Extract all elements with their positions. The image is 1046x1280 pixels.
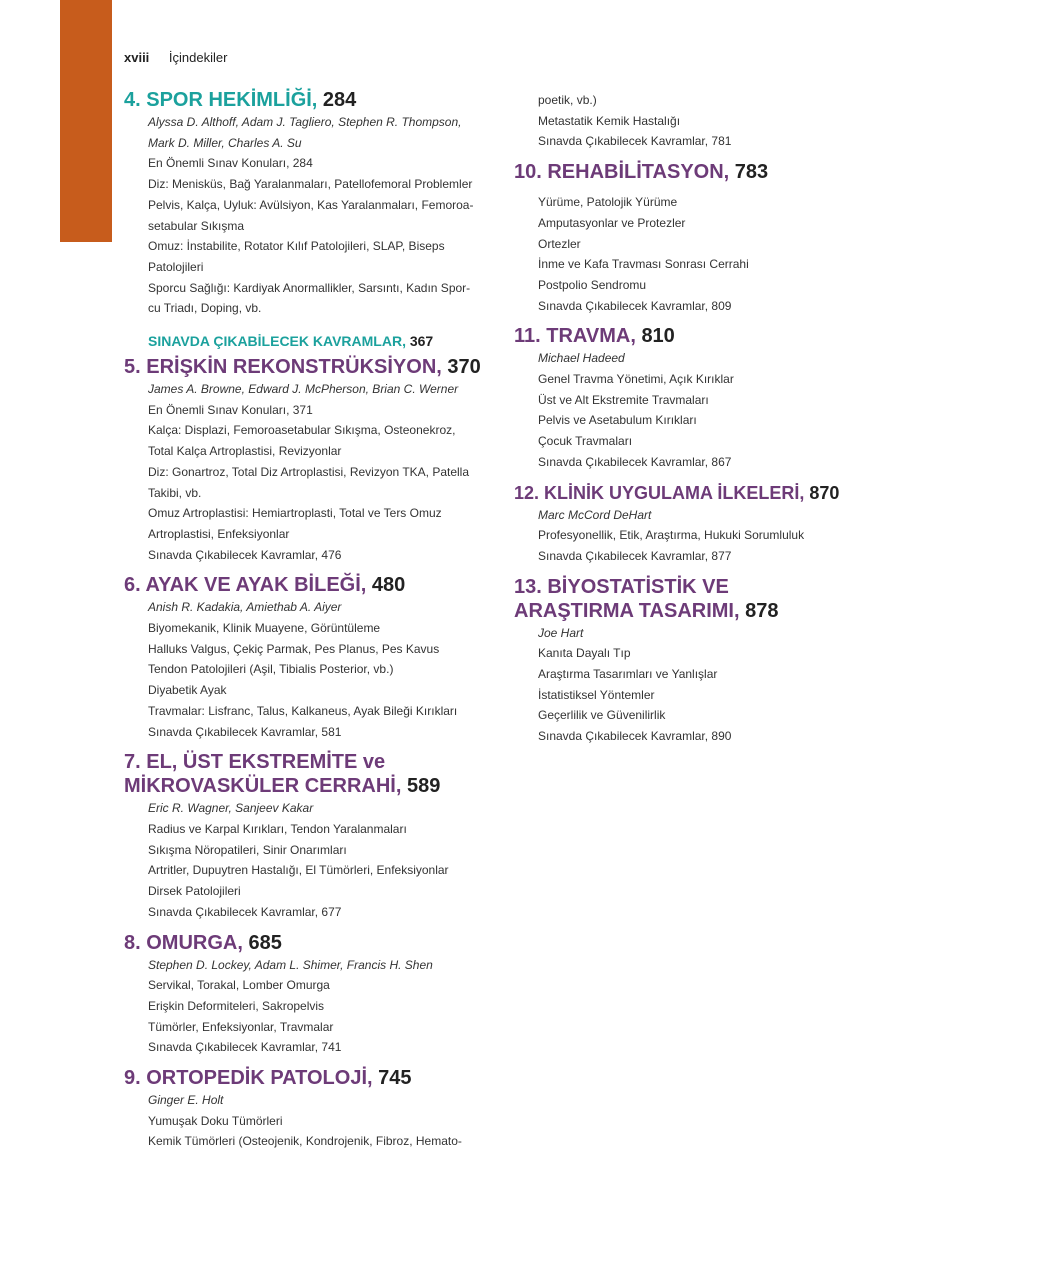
toc-topic[interactable]: Omuz Artroplastisi: Hemiartroplasti, Total ve Ters Omuz [148,506,442,521]
toc-topic[interactable]: Diz: Menisküs, Bağ Yaralanmaları, Patellofemoral Problemler [148,177,473,192]
special-section-page: 367 [409,333,434,350]
special-section-title: SINAVDA ÇIKABİLECEK KAVRAMLAR, [148,333,406,350]
toc-topic[interactable]: Halluks Valgus, Çekiç Parmak, Pes Planus, Pes Kavus [148,641,440,656]
chapter-13-authors: Joe Hart [538,625,584,640]
chapter-12-page: 870 [809,482,840,503]
toc-topic[interactable]: Geçerlilik ve Güvenilirlik [538,708,666,723]
chapter-6 [124,573,504,742]
toc-topic[interactable]: Genel Travma Yönetimi, Açık Kırıklar [538,372,734,387]
toc-topic[interactable]: Sınavda Çıkabilecek Kavramlar, 581 [148,724,342,739]
toc-topic[interactable]: Profesyonellik, Etik, Araştırma, Hukuki Sorumluluk [538,528,805,543]
toc-topic[interactable]: Postpolio Sendromu [538,277,647,292]
chapter-13-title-line-2: ARAŞTIRMA TASARIMI, [514,599,740,622]
chapter-13-title-line-1: 13. BİYOSTATİSTİK VE [514,575,729,598]
toc-topic[interactable]: Artritler, Dupuytren Hastalığı, El Tümörleri, Enfeksiyonlar [148,863,449,878]
toc-topic[interactable]: Üst ve Alt Ekstremite Travmaları [538,392,709,407]
toc-topic[interactable]: Sınavda Çıkabilecek Kavramlar, 476 [148,547,342,562]
chapter-11-page: 810 [641,325,675,348]
toc-topic[interactable]: Sınavda Çıkabilecek Kavramlar, 809 [538,298,732,313]
toc-topic[interactable]: Yumuşak Doku Tümörleri [148,1113,283,1128]
chapter-4-authors-2: Mark D. Miller, Charles A. Su [148,135,302,150]
running-head [124,50,227,65]
toc-topic[interactable]: Sporcu Sağlığı: Kardiyak Anormallikler, Sarsıntı, Kadın Spor- [148,280,471,295]
chapter-13 [514,575,894,747]
toc-topic[interactable]: Omuz: İnstabilite, Rotator Kılıf Patolojileri, SLAP, Biseps [148,239,445,254]
toc-topic[interactable]: En Önemli Sınav Konuları, 284 [148,156,313,171]
toc-topic[interactable]: Sınavda Çıkabilecek Kavramlar, 890 [538,729,732,744]
chapter-4-page: 284 [322,89,357,111]
toc-topic[interactable]: Metastatik Kemik Hastalığı [538,113,681,128]
chapter-11-title: 11. TRAVMA, [514,325,636,348]
chapter-13-page: 878 [745,599,779,622]
toc-topic[interactable]: Ortezler [538,236,581,251]
toc-topic[interactable]: Servikal, Torakal, Lomber Omurga [148,978,330,993]
toc-topic[interactable]: Biyomekanik, Klinik Muayene, Görüntüleme [148,621,381,636]
chapter-12-heading[interactable] [514,481,894,505]
chapter-7 [124,750,504,922]
toc-topic[interactable]: İstatistiksel Yöntemler [538,687,655,702]
chapter-4-heading[interactable] [124,88,504,112]
toc-topic[interactable]: Sınavda Çıkabilecek Kavramlar, 677 [148,904,342,919]
chapter-11-authors: Michael Hadeed [538,351,625,366]
toc-topic[interactable]: İnme ve Kafa Travması Sonrası Cerrahi [538,257,749,272]
toc-topic[interactable]: Sınavda Çıkabilecek Kavramlar, 781 [538,134,732,149]
chapter-8-heading[interactable] [124,931,504,955]
chapter-7-authors: Eric R. Wagner, Sanjeev Kakar [148,801,314,816]
toc-topic[interactable]: Takibi, vb. [148,485,202,500]
running-title: İçindekiler [168,50,228,65]
chapter-12 [514,481,894,567]
toc-column-left [124,88,504,1160]
chapter-9-heading[interactable] [124,1066,504,1090]
chapter-10 [514,160,894,316]
toc-topic[interactable]: Diz: Gonartroz, Total Diz Artroplastisi, Revizyon TKA, Patella [148,464,470,479]
chapter-8-title: 8. OMURGA, [124,931,243,954]
special-section-heading[interactable] [148,331,504,351]
toc-topic[interactable]: Sınavda Çıkabilecek Kavramlar, 741 [148,1040,342,1055]
toc-topic[interactable]: Travmalar: Lisfranc, Talus, Kalkaneus, Ayak Bileği Kırıkları [148,703,458,718]
toc-topic[interactable]: Erişkin Deformiteleri, Sakropelvis [148,998,325,1013]
toc-column-right [514,90,894,755]
toc-topic[interactable]: Patolojileri [148,259,204,274]
toc-topic[interactable]: Diyabetik Ayak [148,683,227,698]
toc-topic[interactable]: Pelvis, Kalça, Uyluk: Avülsiyon, Kas Yaralanmaları, Femoroa- [148,197,474,212]
chapter-6-page: 480 [371,574,406,597]
chapter-8-page: 685 [248,931,282,954]
chapter-4 [124,88,504,319]
chapter-7-page: 589 [406,775,441,798]
toc-topic[interactable]: Dirsek Patolojileri [148,884,241,899]
chapter-9-page: 745 [378,1067,412,1090]
page-folio: xviii [124,50,150,65]
chapter-7-title-line-2: MİKROVASKÜLER CERRAHİ, [124,775,402,798]
chapter-6-heading[interactable] [124,573,504,597]
toc-topic[interactable]: Pelvis ve Asetabulum Kırıkları [538,413,697,428]
toc-topic[interactable]: Tendon Patolojileri (Aşil, Tibialis Posterior, vb.) [148,662,394,677]
chapter-5-authors: James A. Browne, Edward J. McPherson, Brian C. Werner [148,382,459,397]
toc-topic[interactable]: Sıkışma Nöropatileri, Sinir Onarımları [148,842,347,857]
toc-topic[interactable]: Sınavda Çıkabilecek Kavramlar, 867 [538,454,732,469]
toc-topic[interactable]: Total Kalça Artroplastisi, Revizyonlar [148,444,342,459]
chapter-12-authors: Marc McCord DeHart [538,507,652,522]
chapter-13-heading[interactable] [514,575,894,623]
chapter-9-authors: Ginger E. Holt [148,1093,224,1108]
toc-topic[interactable]: En Önemli Sınav Konuları, 371 [148,402,313,417]
chapter-4-authors-1: Alyssa D. Althoff, Adam J. Tagliero, Stephen R. Thompson, [148,115,462,129]
toc-topic[interactable]: Araştırma Tasarımları ve Yanlışlar [538,667,718,682]
toc-topic[interactable]: poetik, vb.) [538,93,597,107]
toc-topic[interactable]: Artroplastisi, Enfeksiyonlar [148,526,290,541]
chapter-5 [124,355,504,565]
toc-topic[interactable]: Amputasyonlar ve Protezler [538,215,686,230]
spacer [514,184,894,192]
toc-topic[interactable]: setabular Sıkışma [148,218,245,233]
chapter-10-page: 783 [734,161,769,184]
toc-topic[interactable]: Sınavda Çıkabilecek Kavramlar, 877 [538,548,732,563]
chapter-4-title: 4. SPOR HEKİMLİĞİ, [124,89,318,111]
chapter-5-heading[interactable] [124,355,504,379]
chapter-9-continued [514,90,894,152]
chapter-9-title: 9. ORTOPEDİK PATOLOJİ, [124,1067,373,1090]
chapter-8-authors: Stephen D. Lockey, Adam L. Shimer, Francis H. Shen [148,957,433,972]
toc-topic[interactable]: Radius ve Karpal Kırıkları, Tendon Yaralanmaları [148,821,407,836]
chapter-12-title: 12. KLİNİK UYGULAMA İLKELERİ, [514,482,805,503]
chapter-7-title-line-1: 7. EL, ÜST EKSTREMİTE ve [124,751,386,774]
chapter-10-title: 10. REHABİLİTASYON, [514,161,730,184]
toc-topic[interactable]: Kanıta Dayalı Tıp [538,646,631,661]
chapter-6-authors: Anish R. Kadakia, Amiethab A. Aiyer [148,600,342,615]
toc-topic[interactable]: cu Triadı, Doping, vb. [148,301,262,316]
toc-topic[interactable]: Kemik Tümörleri (Osteojenik, Kondrojenik, Fibroz, Hemato- [148,1134,462,1149]
toc-topic[interactable]: Kalça: Displazi, Femoroasetabular Sıkışma, Osteonekroz, [148,423,456,438]
chapter-8 [124,931,504,1059]
chapter-11 [514,324,894,472]
toc-topic[interactable]: Yürüme, Patolojik Yürüme [538,195,678,210]
toc-topic[interactable]: Çocuk Travmaları [538,434,633,449]
chapter-7-heading[interactable] [124,750,504,798]
chapter-10-heading[interactable] [514,160,894,184]
chapter-5-page: 370 [447,356,481,379]
chapter-9 [124,1066,504,1152]
chapter-5-title: 5. ERİŞKİN REKONSTRÜKSİYON, [124,356,442,379]
chapter-color-tab [60,0,112,242]
chapter-11-heading[interactable] [514,324,894,348]
chapter-6-title: 6. AYAK VE AYAK BİLEĞİ, [124,574,367,597]
toc-topic[interactable]: Tümörler, Enfeksiyonlar, Travmalar [148,1019,334,1034]
